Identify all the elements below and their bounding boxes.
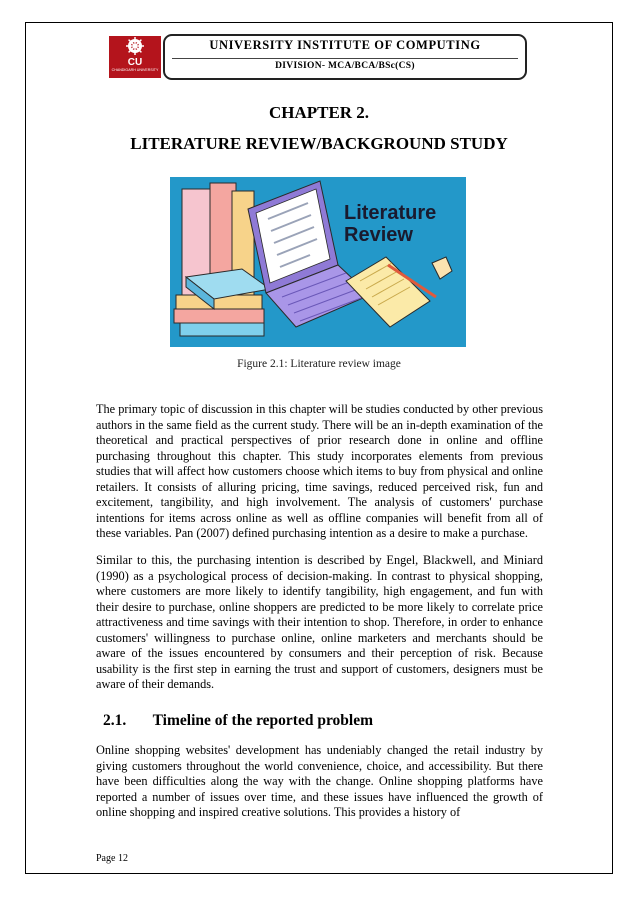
paragraph-timeline: Online shopping websites' development has undeniably changed the retail industry by giving customers throughout the world convenience, choice, and accessibility. But there have been difficulties along the way with the change. Online shopping platforms have reported a number of issues over time, and these issues have influenced the growth of online shopping and inspired creative solutions. This provides a history of	[96, 743, 543, 819]
section-heading	[103, 712, 373, 730]
figure-text-literature: Literature	[344, 202, 437, 224]
chapter-number: CHAPTER 2.	[268, 103, 370, 122]
university-logo	[109, 36, 161, 78]
paragraph-introduction: The primary topic of discussion in this chapter will be studies conducted by other previous authors in the same field as the current study. There will be an in-depth examination of the theoretical and practical perspectives of prior research done in online and offline purchasing throughout this chapter. This study incorporates elements from previous studies that will affect how customers choose which items to buy from physical and online retailers. It consists of alluring pricing, time savings, reduced perceived risk, fun and excitement, tangibility, and high involvement. The analysis of customers' purchase intentions for items across online as well as offline companies will benefit from all of these variables. Pan (2007) defined purchasing intention as a desire to make a purchase.	[96, 402, 543, 540]
header-title: UNIVERSITY INSTITUTE OF COMPUTING	[209, 38, 481, 52]
header-subtitle: DIVISION- MCA/BCA/BSc(CS)	[275, 61, 415, 71]
literature-review-figure	[170, 177, 466, 347]
banner-divider	[172, 58, 518, 59]
logo-subtext: CHANDIGARH UNIVERSITY	[111, 68, 159, 72]
section-title: Timeline of the reported problem	[152, 712, 374, 729]
page-number: Page 12	[96, 853, 128, 864]
chapter-title: LITERATURE REVIEW/BACKGROUND STUDY	[130, 134, 508, 153]
section-number: 2.1.	[103, 712, 127, 729]
paragraph-purchasing-intention: Similar to this, the purchasing intention is described by Engel, Blackwell, and Miniard (1990) as a psychological process of decision-making. In contrast to physical shopping, where customers are more likely to identify tangibility, high engagement, and fun with their desire to purchase, online shoppers are predicted to be more likely to correlate price attractiveness and time savings with their intention to shop. Therefore, in order to enhance customers' willingness to purchase online, online marketers and merchants should be aware of the issues encountered by consumers and their perception of risk. Because usability is the first step in earning the trust and support of customers, designers must be aware of their demands.	[96, 553, 543, 691]
figure-text-review: Review	[344, 224, 413, 246]
logo-text: CU	[127, 57, 143, 68]
figure-caption: Figure 2.1: Literature review image	[237, 358, 401, 370]
